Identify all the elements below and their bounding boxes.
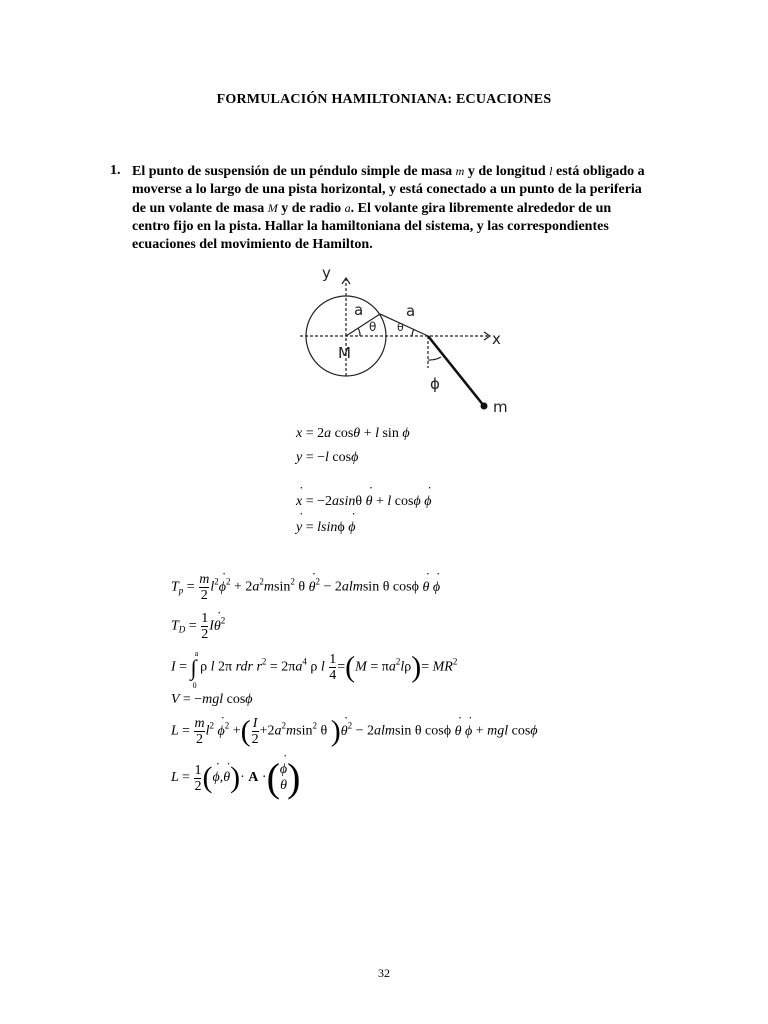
eq-V: V = −mgl cosϕ	[171, 692, 253, 707]
angle-arc-phi	[428, 357, 441, 360]
eq-y-velocity: ˙ y = lsinϕ ˙ ϕ	[296, 520, 355, 536]
M-label: M	[338, 344, 351, 362]
eq-x-position: x = 2a cosθ + l sin ϕ	[296, 426, 410, 441]
eq-L-matrix: L = $\frac{1}{2}$ (˙ ϕ,˙ θ)· A ·( ˙ ϕ ˙ θ )	[171, 762, 300, 794]
eq-x-velocity: ˙ x = −2asinθ ˙ θ + l cosϕ ˙ ϕ	[296, 494, 431, 510]
rod-line	[380, 314, 428, 336]
problem-statement	[110, 162, 650, 254]
pendulum-diagram	[300, 258, 520, 418]
eq-L: L = $\frac{m}{2}$ $l^2$ ˙ $\phi^2$ +( $\frac{I}{2}$ $+2a^2msin^2$ θ )˙ $\theta^2 - 2almsin$ θ cosϕ ˙ θ ˙ ϕ + mgl cosϕ	[171, 716, 538, 747]
angle-arc-1	[358, 328, 360, 336]
problem-text: El punto de suspensión de un péndulo simple de masa m y de longitud l está obligado a moverse a lo largo de una pista horizontal, y está conectado a un punto de la periferia de un volante de masa M y de radio a. El volante gira libremente alrededor de un centro fijo en la pista. Hallar la hamiltoniana del sistema, y las correspondientes ecuaciones del movimiento de Hamilton.	[132, 164, 645, 252]
eq-Tp: $T_p$ = $\frac{m}{2}$ $l^2˙$ $\phi^2 + 2a^2msin^2$ θ ˙ $\theta^2 - 2almsin$ θ cosϕ ˙ θ ˙ ϕ	[171, 572, 440, 603]
m-label: m	[493, 398, 508, 416]
a-label-2: a	[406, 302, 416, 320]
page-title: FORMULACIÓN HAMILTONIANA: ECUACIONES	[216, 92, 552, 107]
eq-I: I = ∫ a 0 ρ l 2π rdr $r^2 = 2\pi a^4$ ρ l $\frac{1}{4}$ $=(M = \pi a^2l\rho)= MR^2$	[171, 648, 458, 690]
x-axis-label: x	[492, 330, 501, 348]
theta-label-2: θ	[397, 321, 404, 334]
eq-y-position: y = −l cosϕ	[296, 450, 359, 465]
angle-arc-2	[412, 329, 414, 336]
phi-label: ϕ	[430, 375, 440, 393]
theta-label-1: θ	[369, 320, 377, 334]
page-number: 32	[378, 966, 390, 980]
eq-TD: $T_D$ = $\frac{1}{2}$ I˙ $\theta^2$	[171, 611, 225, 642]
pendulum-bob	[481, 403, 488, 410]
problem-number: 1.	[110, 163, 121, 178]
pendulum-string	[428, 336, 484, 406]
a-label-1: a	[354, 301, 364, 319]
y-axis-label: y	[322, 264, 331, 282]
